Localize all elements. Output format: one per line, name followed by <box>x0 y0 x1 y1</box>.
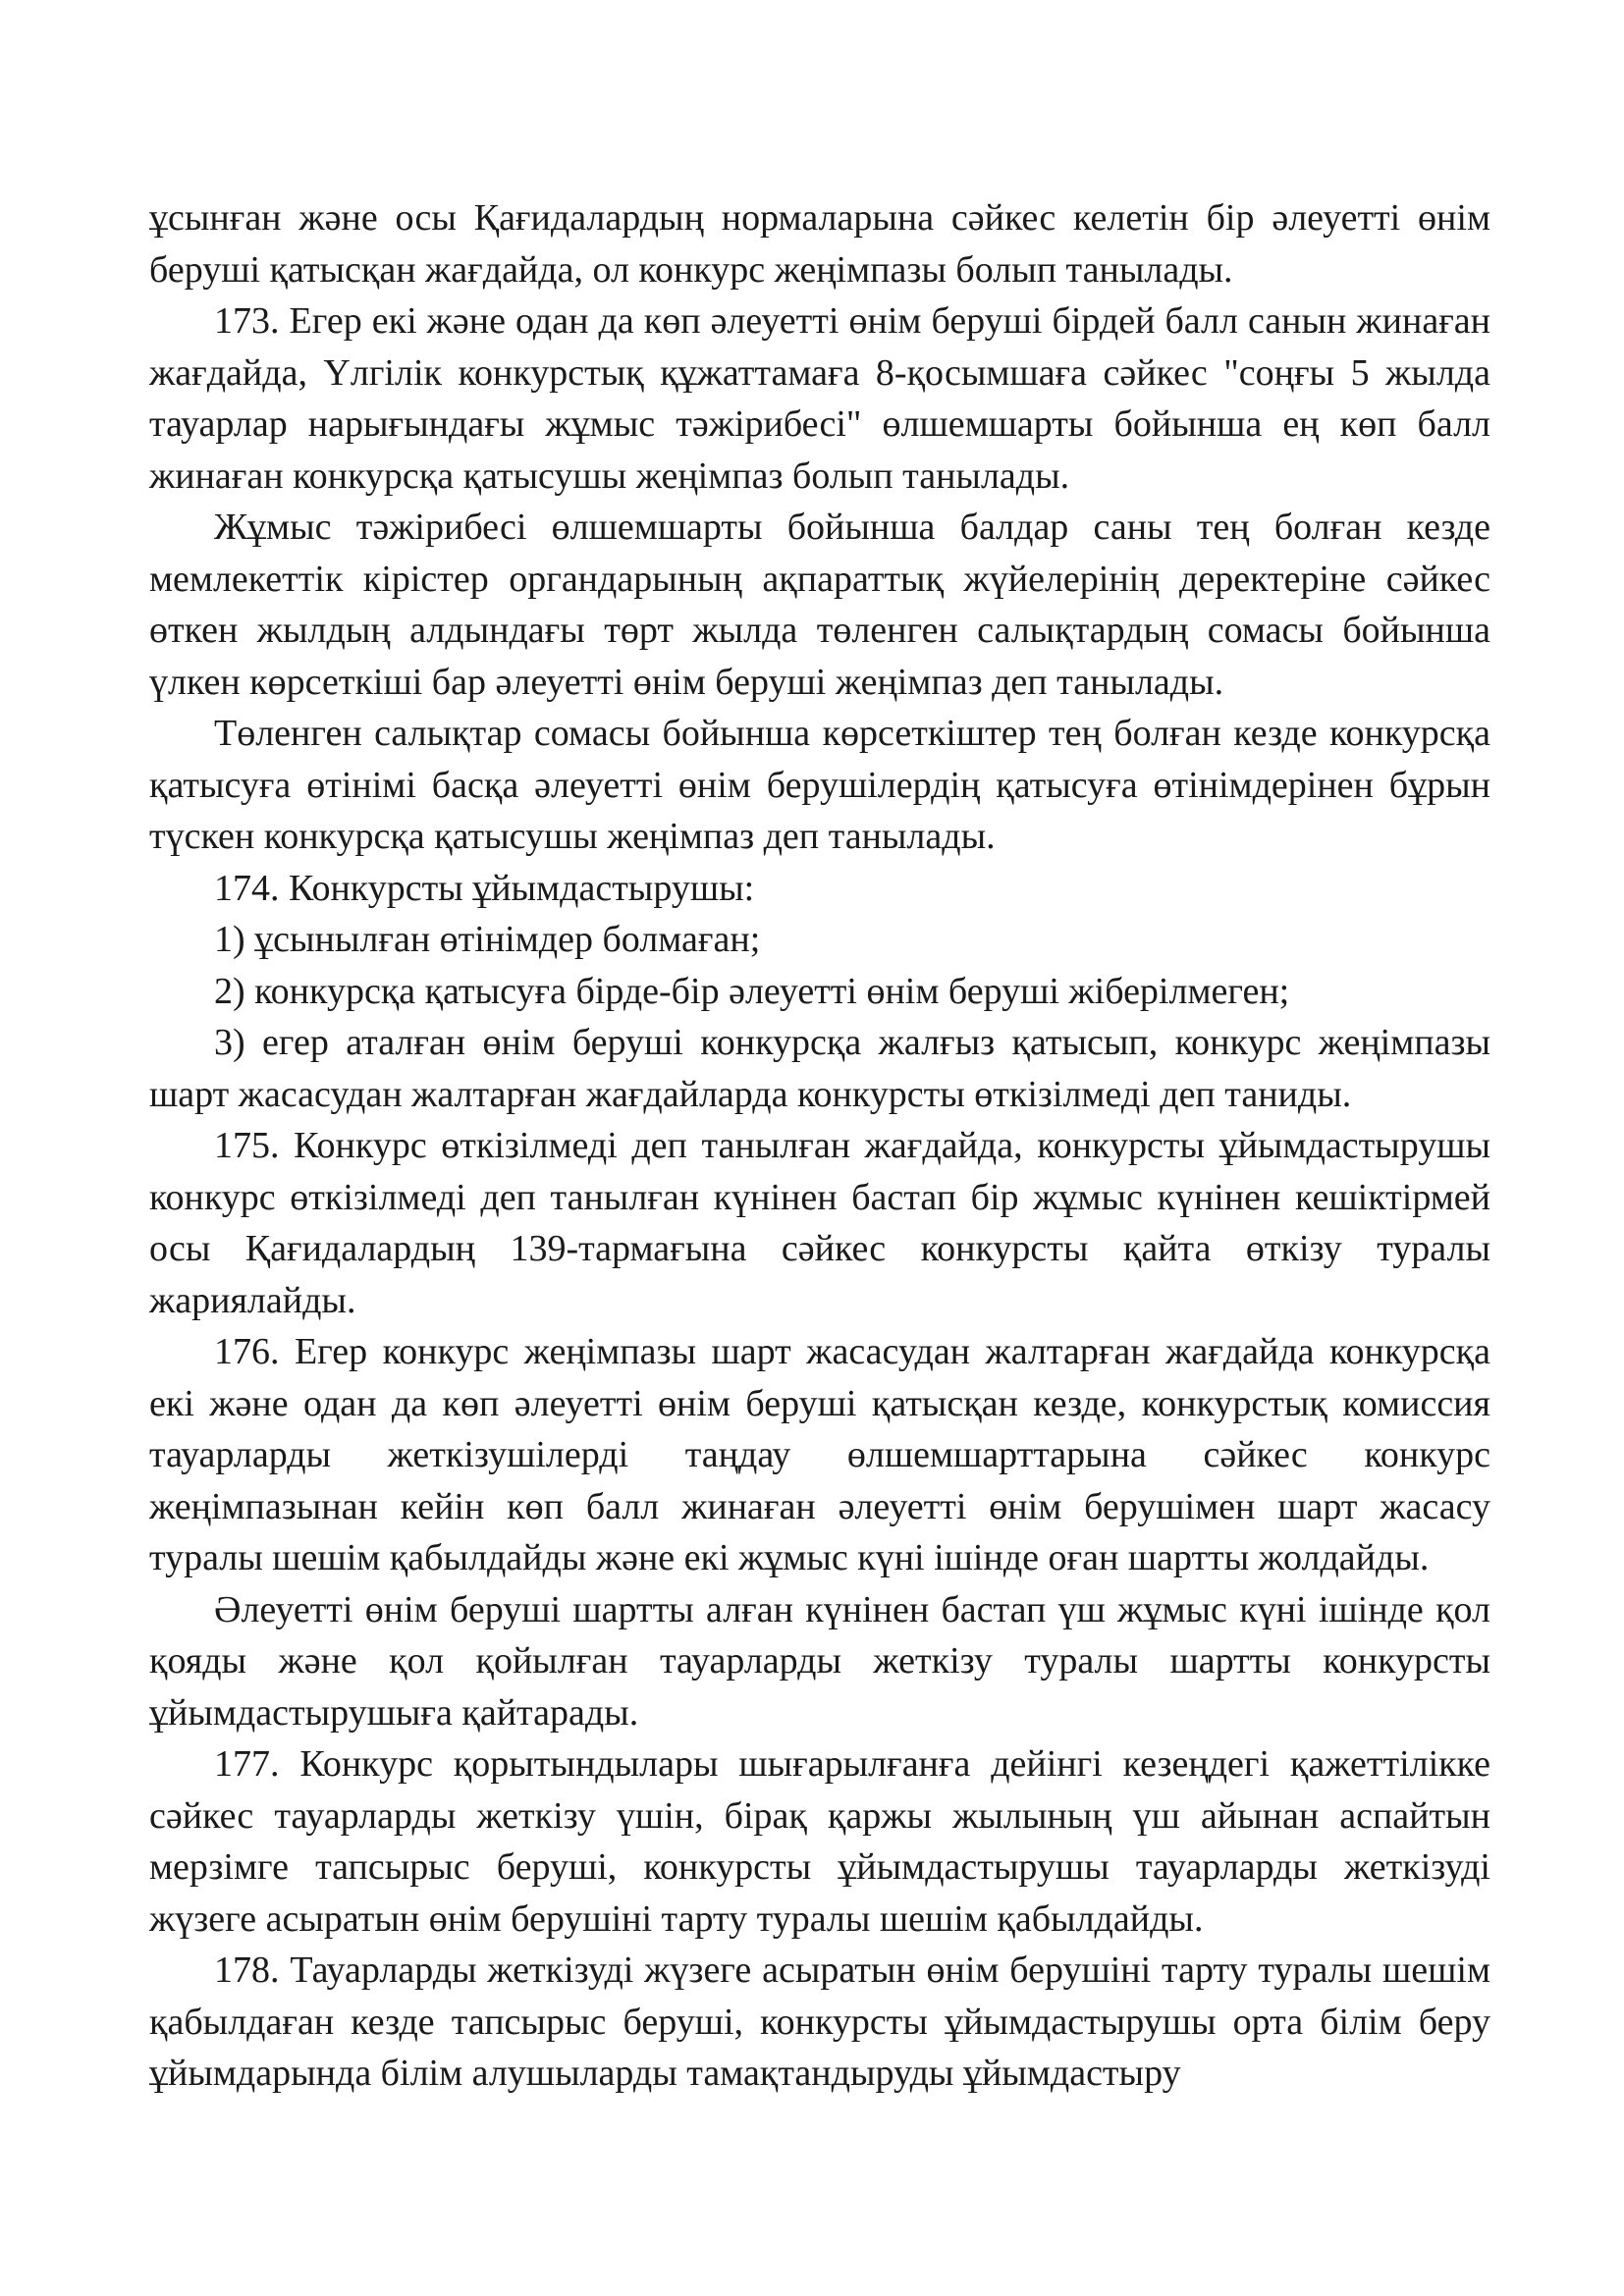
paragraph-taxes-paid: Төленген салықтар сомасы бойынша көрсеткіштер тең болған кезде конкурсқа қатысуға өтінімі басқа әлеуетті өнім берушілердің қатысуға өтінімдерінен бұрын түскен конкурсқа қатысушы жеңімпаз деп танылады. <box>149 713 1490 857</box>
list-item-2: 2) конкурсқа қатысуға бірде-бір әлеуетті өнім беруші жіберілмеген; <box>214 970 1290 1012</box>
paragraph-continuation: ұсынған және осы Қағидалардың нормаларына сәйкес келетін бір әлеуетті өнім беруші қатысқан жағдайда, ол конкурс жеңімпазы болып танылады. <box>149 197 1490 291</box>
paragraph-173: 173. Егер екі және одан да көп әлеуетті өнім беруші бірдей балл санын жинаған жағдайда, Үлгілік конкурстық құжаттамаға 8-қосымшаға сәйкес "соңғы 5 жылда тауарлар нарығындағы жұмыс тәжірибесі" өлшемшарты бойынша ең көп балл жинаған конкурсқа қатысушы жеңімпаз болып танылады. <box>149 300 1490 497</box>
list-item-1: 1) ұсынылған өтінімдер болмаған; <box>214 919 761 960</box>
paragraph-178: 178. Тауарларды жеткізуді жүзеге асыратын өнім берушіні тарту туралы шешім қабылдаған кезде тапсырыс беруші, конкурсты ұйымдастырушы орта білім беру ұйымдарында білім алушыларды тамақтандыруды ұйымдастыру <box>149 1949 1490 2094</box>
paragraph-work-experience: Жұмыс тәжірибесі өлшемшарты бойынша балдар саны тең болған кезде мемлекеттік кірістер органдарының ақпараттық жүйелерінің деректеріне сәйкес өткен жылдың алдындағы төрт жылда төленген салықтардың сомасы бойынша үлкен көрсеткіші бар әлеуетті өнім беруші жеңімпаз деп танылады. <box>149 507 1490 703</box>
paragraph-177: 177. Конкурс қорытындылары шығарылғанға дейінгі кезеңдегі қажеттілікке сәйкес тауарларды жеткізу үшін, бірақ қаржы жылының үш айынан аспайтын мерзімге тапсырыс беруші, конкурсты ұйымдастырушы тауарларды жеткізуді жүзеге асыратын өнім берушіні тарту туралы шешім қабылдайды. <box>149 1743 1490 1940</box>
paragraph-175: 175. Конкурс өткізілмеді деп танылған жағдайда, конкурсты ұйымдастырушы конкурс өткізілмеді деп танылған күнінен бастап бір жұмыс күнінен кешіктірмей осы Қағидалардың 139-тармағына сәйкес конкурсты қайта өткізу туралы жариялайды. <box>149 1125 1490 1321</box>
paragraph-174: 174. Конкурсты ұйымдастырушы: <box>214 867 755 909</box>
paragraph-signing: Әлеуетті өнім беруші шартты алған күнінен бастап үш жұмыс күні ішінде қол қояды және қол қойылған тауарларды жеткізу туралы шартты конкурсты ұйымдастырушыға қайтарады. <box>149 1588 1490 1734</box>
document-body <box>149 192 1490 2100</box>
list-item-3: 3) егер аталған өнім беруші конкурсқа жалғыз қатысып, конкурс жеңімпазы шарт жасасудан жалтарған жағдайларда конкурсты өткізілмеді деп таниды. <box>149 1022 1490 1115</box>
paragraph-176: 176. Егер конкурс жеңімпазы шарт жасасудан жалтарған жағдайда конкурсқа екі және одан да көп әлеуетті өнім беруші қатысқан кезде, конкурстық комиссия тауарларды жеткізушілерді таңдау өлшемшарттарына сәйкес конкурс жеңімпазынан кейін көп балл жинаған әлеуетті өнім берушімен шарт жасасу туралы шешім қабылдайды және екі жұмыс күні ішінде оған шартты жолдайды. <box>149 1331 1490 1578</box>
